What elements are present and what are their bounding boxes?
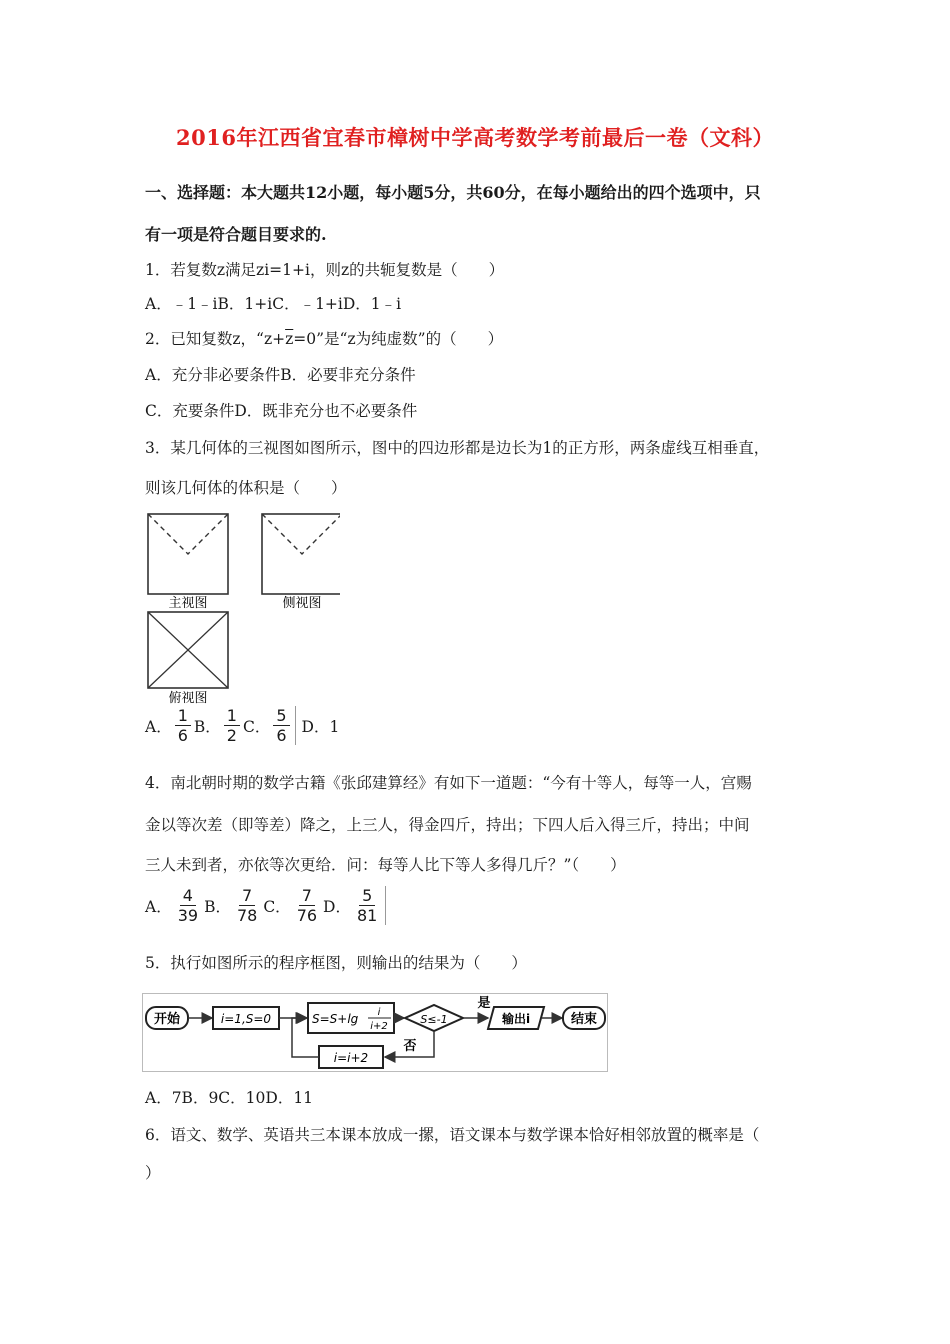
q2-stem-pre: 2．已知复数z，“z+ [145, 330, 286, 348]
flowchart [142, 993, 608, 1073]
q4-option-d-letter: D． [323, 897, 351, 916]
three-view-figure [140, 508, 340, 708]
q3-option-a-fraction [175, 706, 191, 745]
q4-option-a-num: 4 [180, 886, 196, 906]
q3-option-d: D．1 [301, 717, 340, 736]
q4-stem-line2: 金以等次差（即等差）降之，上三人，得金四斤，持出；下四人后入得三斤，持出；中间 [145, 816, 750, 834]
q5-stem: 5．执行如图所示的程序框图，则输出的结果为（ ） [145, 954, 527, 972]
flow-condition-label: S≤-1 [420, 1013, 448, 1026]
q1-options: A．﹣1﹣iB．1+iC．﹣1+iD．1﹣i [145, 295, 402, 313]
side-view-square [262, 514, 340, 594]
q4-options [145, 886, 386, 925]
side-view-label: 侧视图 [282, 596, 322, 611]
q2-stem-post: =0”是“z为纯虚数”的（ ） [293, 330, 504, 348]
q4-option-a-den: 39 [177, 906, 199, 925]
q3-option-b-fraction [224, 706, 240, 745]
q3-option-c-fraction [273, 706, 289, 745]
flow-yes-label: 是 [477, 996, 491, 1011]
q3-option-b-den: 2 [226, 726, 237, 745]
q6-stem-line2: ） [145, 1164, 161, 1182]
q4-option-b-num: 7 [239, 886, 255, 906]
flow-output-label: 输出i [501, 1012, 531, 1026]
top-view-label: 俯视图 [168, 691, 208, 706]
q4-option-c-fraction [294, 886, 320, 925]
front-view-dashed-lines [148, 514, 228, 554]
q2-conjugate-z: $\overline{z}$ [285, 330, 294, 348]
q3-option-c-letter: C． [242, 717, 271, 736]
q5-options: A．7B．9C．10D．11 [145, 1089, 314, 1107]
section-heading-line1: 一、选择题：本大题共12小题，每小题5分，共60分，在每小题给出的四个选项中，只 [145, 183, 761, 202]
q4-option-d-num: 5 [359, 886, 375, 906]
q3-options [145, 706, 339, 745]
q2-options-ab: A．充分非必要条件B．必要非充分条件 [145, 366, 416, 384]
flow-increment-label: i=i+2 [333, 1051, 369, 1065]
q2-stem [145, 327, 503, 349]
q3-option-b-letter: B． [193, 717, 221, 736]
flow-end-label: 结束 [570, 1012, 598, 1027]
q4-stem-line1: 4．南北朝时期的数学古籍《张邱建算经》有如下一道题：“今有十等人，每等一人，宫赐 [145, 774, 752, 792]
q4-option-d-den: 81 [356, 906, 378, 925]
q3-option-c-den: 6 [276, 726, 287, 745]
flow-no-label: 否 [403, 1039, 417, 1054]
q4-option-a-letter: A． [145, 897, 172, 916]
q3-stem-line2: 则该几何体的体积是（ ） [145, 479, 347, 497]
section-heading-line2: 有一项是符合题目要求的. [145, 225, 327, 244]
flow-update-label: S=S+lg [312, 1012, 359, 1026]
side-view-dashed-lines [262, 514, 340, 554]
page-title: 2016年江西省宜春市樟树中学高考数学考前最后一卷（文科） [176, 125, 774, 150]
q3-option-c-num: 5 [273, 706, 289, 726]
q4-option-b-den: 78 [236, 906, 258, 925]
q3-option-a-num: 1 [175, 706, 191, 726]
front-view-label: 主视图 [168, 596, 208, 611]
q4-option-c-letter: C． [263, 897, 291, 916]
flow-frac-den: i+2 [370, 1021, 388, 1032]
q4-option-b-fraction [234, 886, 260, 925]
q4-option-c-den: 76 [296, 906, 318, 925]
q4-option-a-fraction [175, 886, 201, 925]
q3-option-a-den: 6 [177, 726, 188, 745]
q1-stem: 1．若复数z满足zi=1+i，则z的共轭复数是（ ） [145, 261, 505, 279]
q3-option-b-num: 1 [224, 706, 240, 726]
flow-start-label: 开始 [153, 1012, 181, 1027]
flow-init-label: i=1,S=0 [220, 1012, 272, 1026]
flow-frac-num: i [377, 1007, 381, 1018]
q6-stem-line1: 6．语文、数学、英语共三本课本放成一摞，语文课本与数学课本恰好相邻放置的概率是（ [145, 1126, 760, 1144]
q2-options-cd: C．充要条件D．既非充分也不必要条件 [145, 402, 418, 420]
q4-option-b-letter: B． [204, 897, 231, 916]
q4-option-d-fraction [354, 886, 380, 925]
q3-option-a-letter: A． [145, 717, 172, 736]
q4-option-c-num: 7 [299, 886, 315, 906]
q3-stem-line1: 3．某几何体的三视图如图所示，图中的四边形都是边长为1的正方形，两条虚线互相垂直， [145, 439, 770, 457]
q4-stem-line3: 三人未到者，亦依等次更给．问：每等人比下等人多得几斤？”（ ） [145, 856, 626, 874]
